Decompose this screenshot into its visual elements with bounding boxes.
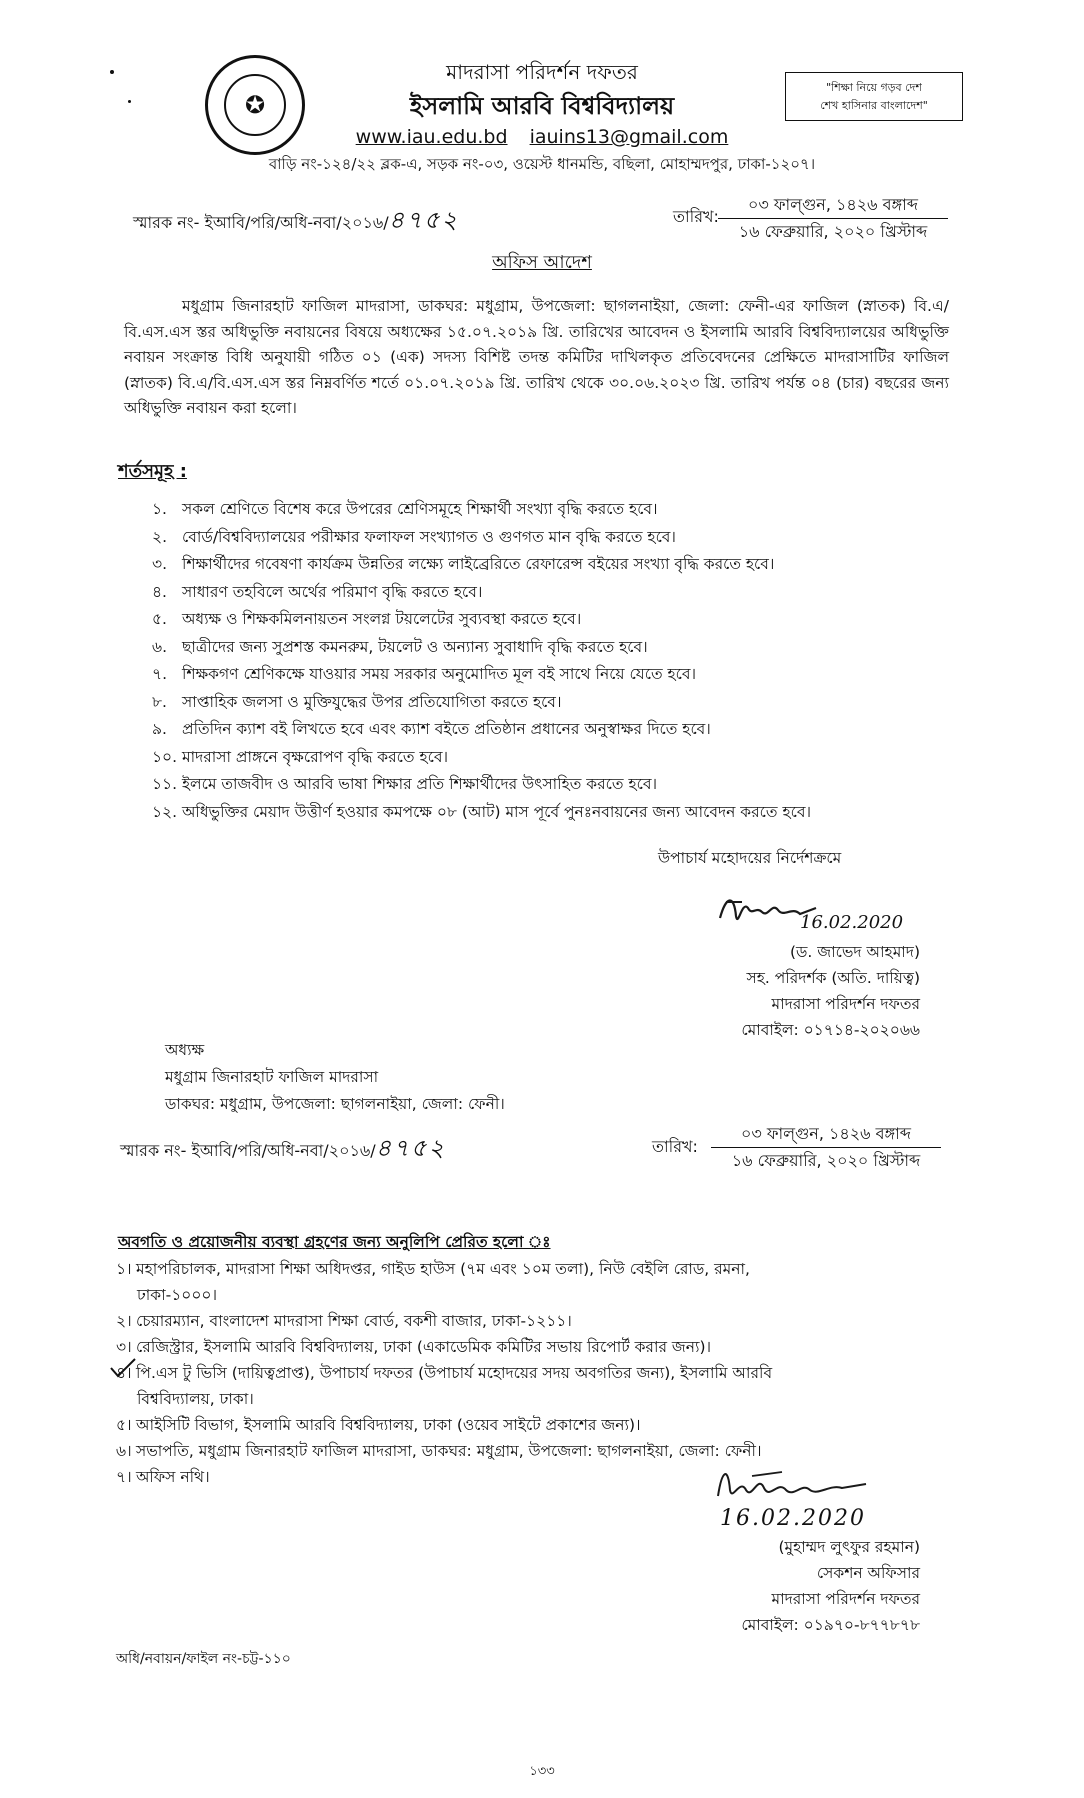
condition-item: ৭. শিক্ষকগণ শ্রেণিকক্ষে যাওয়ার সময় সরকার অনুমোদিত মূল বই সাথে নিয়ে যেতে হবে।: [152, 665, 697, 683]
page-number: ১৩৩: [529, 1764, 555, 1779]
date-label: তারিখ:: [673, 207, 719, 226]
cc-item: ৩। রেজিস্ট্রার, ইসলামি আরবি বিশ্ববিদ্যালয়, ঢাকা (একাডেমিক কমিটির সভায় রিপোর্ট করার জন্য)।: [116, 1338, 712, 1356]
signer-name: (ড. জাভেদ আহমাদ): [789, 943, 920, 961]
addressee-line: ডাকঘর: মধুগ্রাম, উপজেলা: ছাগলনাইয়া, জেলা: ফেনী।: [165, 1095, 505, 1113]
condition-item: ৫. অধ্যক্ষ ও শিক্ষকমিলনায়তন সংলগ্ন টয়লেটের সুব্যবস্থা করতে হবে।: [152, 610, 582, 628]
tick-mark-icon: [108, 1356, 138, 1380]
file-reference: অধি/নবায়ন/ফাইল নং-চট্ট-১১০: [116, 1651, 291, 1667]
slogan-box: [785, 72, 963, 121]
signer-mobile: মোবাইল: ০১৭১৪-২০২০৬৬: [741, 1021, 920, 1039]
addressee-title: অধ্যক্ষ: [165, 1041, 205, 1059]
signer-2-block: [620, 1534, 920, 1638]
cc-item: ৬। সভাপতি, মধুগ্রাম জিনারহাট ফাজিল মাদরাসা, ডাকঘর: মধুগ্রাম, উপজেলা: ছাগলনাইয়া, জেলা: ফেনী।: [116, 1442, 762, 1460]
condition-item: ১. সকল শ্রেণিতে বিশেষ করে উপরের শ্রেণিসমূহে শিক্ষার্থী সংখ্যা বৃদ্ধি করতে হবে।: [152, 500, 658, 518]
signer-1-block: [620, 939, 920, 1043]
cc-item: ১। মহাপরিচালক, মাদরাসা শিক্ষা অধিদপ্তর, গাইড হাউস (৭ম এবং ১০ম তলা), নিউ বেইলি রোড, রমনা, ঢাকা-১০০০।: [116, 1260, 750, 1304]
date-english: ১৬ ফেব্রুয়ারি, ২০২০ খ্রিস্টাব্দ: [738, 222, 928, 241]
university-name: ইসলামি আরবি বিশ্ববিদ্যালয়: [409, 92, 675, 120]
condition-item: ১১. ইলমে তাজবীদ ও আরবি ভাষা শিক্ষার প্রতি শিক্ষার্থীদের উৎসাহিত করতে হবে।: [152, 775, 657, 793]
office-name: মাদরাসা পরিদর্শন দফতর: [446, 60, 638, 84]
signature-1-date: 16.02.2020: [800, 912, 904, 933]
signer-name: (মুহাম্মদ লুৎফুর রহমান): [778, 1538, 920, 1556]
condition-item: ৯. প্রতিদিন ক্যাশ বই লিখতে হবে এবং ক্যাশ বইতে প্রতিষ্ঠান প্রধানের অনুস্বাক্ষর দিতে হবে।: [152, 720, 711, 738]
scan-speck: [128, 100, 131, 103]
addressee-block: [165, 1037, 505, 1118]
slogan-line: "শিক্ষা নিয়ে গড়ব দেশ: [826, 81, 922, 94]
cc-item: ৫। আইসিটি বিভাগ, ইসলামি আরবি বিশ্ববিদ্যালয়, ঢাকা (ওয়েব সাইটে প্রকাশের জন্য)।: [116, 1416, 641, 1434]
contact-links: [180, 126, 904, 148]
directive-line: উপাচার্য মহোদয়ের নির্দেশক্রমে: [658, 849, 842, 867]
cc-item: ২। চেয়ারম্যান, বাংলাদেশ মাদরাসা শিক্ষা বোর্ড, বকশী বাজার, ঢাকা-১২১১।: [116, 1312, 572, 1330]
memo-date: [718, 192, 948, 245]
condition-item: ২. বোর্ড/বিশ্ববিদ্যালয়ের পরীক্ষার ফলাফল সংখ্যাগত ও গুণগত মান বৃদ্ধি করতে হবে।: [152, 527, 676, 546]
signer-designation: সহ. পরিদর্শক (অতি. দায়িত্ব): [746, 969, 920, 987]
cc-item: ৪। পি.এস টু ভিসি (দায়িত্বপ্রাপ্ত), উপাচার্য দফতর (উপাচার্য মহোদয়ের সদয় অবগতির জন্য), ইসলামি আরবি বিশ্ববিদ্যালয়, ঢাকা।: [116, 1364, 773, 1408]
signer-mobile: মোবাইল: ০১৯৭০-৮৭৭৮৭৮: [741, 1616, 920, 1634]
conditions-list: [152, 496, 957, 826]
email-link[interactable]: iauins13@gmail.com: [529, 126, 729, 148]
addressee-line: মধুগ্রাম জিনারহাট ফাজিল মাদরাসা: [165, 1068, 379, 1086]
order-title: অফিস আদেশ: [492, 252, 592, 273]
memo-ref-prefix: স্মারক নং- ইআবি/পরি/অধি-নবা/২০১৬/: [133, 213, 389, 232]
signer-office: মাদরাসা পরিদর্শন দফতর: [771, 995, 920, 1013]
date-label-copy: তারিখ:: [652, 1137, 698, 1156]
condition-item: ৪. সাধারণ তহবিলে অর্থের পরিমাণ বৃদ্ধি করতে হবে।: [152, 582, 483, 601]
memo-ref-number: ৪৭৫২: [388, 206, 460, 234]
condition-item: ৩. শিক্ষার্থীদের গবেষণা কার্যক্রম উন্নতির লক্ষ্যে লাইব্রেরিতে রেফারেন্স বইয়ের সংখ্যা বৃদ্ধি করতে হবে।: [152, 555, 775, 573]
condition-item: ৬. ছাত্রীদের জন্য সুপ্রশস্ত কমনরুম, টয়লেট ও অন্যান্য সুবাধাদি বৃদ্ধি করতে হবে।: [152, 637, 648, 656]
slogan-line: শেখ হাসিনার বাংলাদেশ": [820, 98, 928, 112]
memo-reference: [133, 202, 459, 242]
cc-item: ৭। অফিস নথি।: [116, 1468, 210, 1486]
date-bangla: ০৩ ফাল্গুন, ১৪২৬ বঙ্গাব্দ: [718, 192, 948, 219]
order-body: মধুগ্রাম জিনারহাট ফাজিল মাদরাসা, ডাকঘর: মধুগ্রাম, উপজেলা: ছাগলনাইয়া, জেলা: ফেনী-এর ফাজিল (স্নাতক) বি.এ/বি.এস.এস স্তর অধিভুক্তি নবায়নের বিষয়ে অধ্যক্ষের ১৫.০৭.২০১৯ খ্রি. তারিখের আবেদন ও ইসলামি আরবি বিশ্ববিদ্যালয়ের অধিভুক্তি নবায়ন সংক্রান্ত বিধি অনুযায়ী গঠিত ০১ (এক) সদস্য বিশিষ্ট তদন্ত কমিটির দাখিলকৃত প্রতিবেদনের প্রেক্ষিতে মাদরাসাটির ফাজিল (স্নাতক) বি.এ/বি.এস.এস স্তর নিম্নবর্ণিত শর্তে ০১.০৭.২০১৯ খ্রি. তারিখ থেকে ৩০.০৬.২০২৩ খ্রি. তারিখ পর্যন্ত ০৪ (চার) বছরের জন্য অধিভুক্তি নবায়ন করা হলো।: [124, 297, 949, 417]
condition-item: ৮. সাপ্তাহিক জলসা ও মুক্তিযুদ্ধের উপর প্রতিযোগিতা করতে হবে।: [152, 692, 562, 711]
memo-date-copy: ০৩ ফাল্গুন, ১৪২৬ বঙ্গাব্দ ১৬ ফেব্রুয়ারি, ২০২০ খ্রিস্টাব্দ: [711, 1121, 941, 1174]
signer-designation: সেকশন অফিসার: [816, 1564, 920, 1582]
office-address: বাড়ি নং-১২৪/২২ ব্লক-এ, সড়ক নং-০৩, ওয়েস্ট ধানমন্ডি, বছিলা, মোহাম্মদপুর, ঢাকা-১২০৭।: [268, 155, 816, 173]
conditions-heading: শর্তসমূহ :: [118, 461, 187, 482]
condition-item: ১২. অধিভুক্তির মেয়াদ উত্তীর্ণ হওয়ার কমপক্ষে ০৮ (আট) মাস পূর্বে পুনঃনবায়নের জন্য আবেদন করতে হবে।: [152, 802, 811, 821]
cc-list: [116, 1256, 954, 1490]
logo-emblem-icon: ✪: [224, 74, 286, 136]
signature-2-date: 16.02.2020: [720, 1506, 866, 1531]
cc-heading: অবগতি ও প্রয়োজনীয় ব্যবস্থা গ্রহণের জন্য অনুলিপি প্রেরিত হলো ঃ: [118, 1233, 551, 1251]
website-link[interactable]: www.iau.edu.bd: [355, 126, 508, 148]
memo-reference-copy: স্মারক নং- ইআবি/পরি/অধি-নবা/২০১৬/৪৭৫২: [120, 1134, 447, 1162]
scan-speck: [110, 70, 114, 74]
signature-2: [712, 1460, 872, 1508]
condition-item: ১০. মাদরাসা প্রাঙ্গনে বৃক্ষরোপণ বৃদ্ধি করতে হবে।: [152, 747, 448, 766]
signer-office: মাদরাসা পরিদর্শন দফতর: [771, 1590, 920, 1608]
